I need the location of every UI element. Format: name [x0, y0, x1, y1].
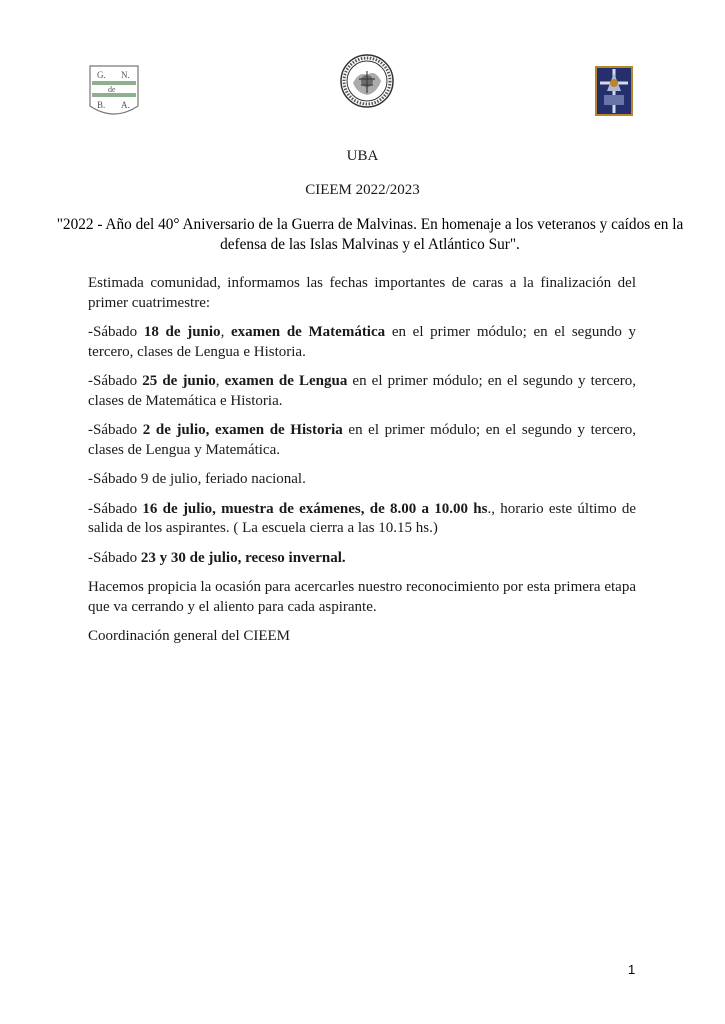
schedule-item: -Sábado 2 de julio, examen de Historia en el primer módulo; en el segundo y tercero, clases de Lengua y Matemática.: [88, 422, 637, 458]
schedule-item: -Sábado 16 de julio, muestra de exámenes, de 8.00 a 10.00 hs., horario este último de salida de los aspirantes. ( La escuela cierra a las 10.15 hs.): [88, 500, 636, 536]
org-title: UBA: [346, 148, 379, 164]
university-seal: [337, 53, 397, 109]
logo-letter: B.: [97, 100, 106, 110]
logo-letter: G.: [97, 70, 106, 80]
logo-letter: N.: [121, 70, 130, 80]
logo-letter: de: [108, 85, 116, 94]
closing-paragraph: Hacemos propicia la ocasión para acercarles nuestro reconocimiento por esta primera etapa que va cerrando y el aliento para cada aspirante.: [88, 579, 636, 615]
schedule-item: -Sábado 18 de junio, examen de Matemática en el primer módulo; en el segundo y tercero, clases de Lengua e Historia.: [88, 324, 637, 360]
schedule-item: -Sábado 23 y 30 de julio, receso invernal.: [88, 549, 346, 566]
schedule-item: -Sábado 9 de julio, feriado nacional.: [88, 471, 306, 487]
page-number: 1: [628, 962, 636, 977]
logo-letter: A.: [121, 100, 130, 110]
program-title: CIEEM 2022/2023: [305, 182, 420, 198]
school-shield-logo: [88, 64, 140, 118]
schedule-item: -Sábado 25 de junio, examen de Lengua en el primer módulo; en el segundo y tercero, clases de Matemática e Historia.: [88, 373, 636, 409]
signature: Coordinación general del CIEEM: [88, 628, 291, 644]
crest-emblem: [594, 65, 634, 117]
intro-paragraph: Estimada comunidad, informamos las fechas importantes de caras a la finalización del primer cuatrimestre:: [88, 275, 636, 311]
announcement-body: [88, 274, 636, 657]
commemorative-motto: "2022 - Año del 40° Aniversario de la Guerra de Malvinas. En homenaje a los veteranos y caídos en la defensa de las Islas Malvinas y el Atlántico Sur".: [56, 216, 684, 253]
